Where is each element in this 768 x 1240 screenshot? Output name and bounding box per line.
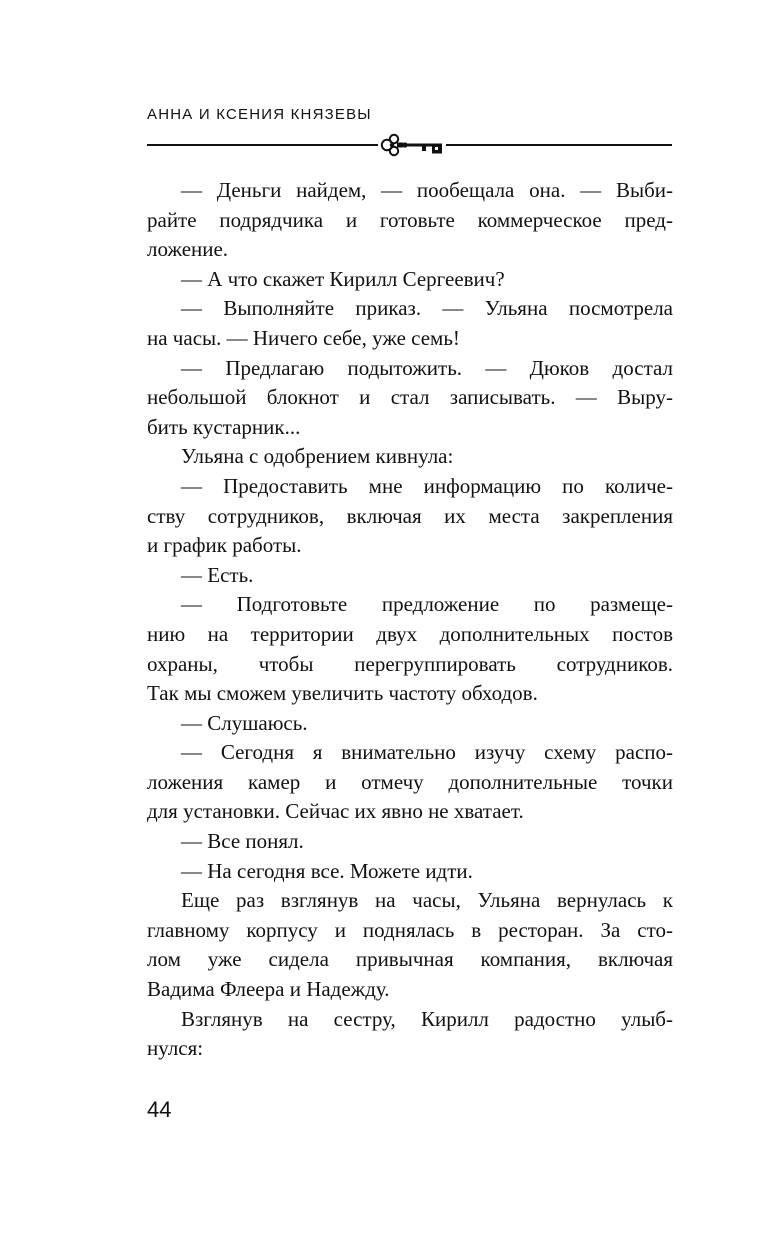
text-line: главному корпусу и поднялась в ресторан. За сто- [147,917,673,942]
text-line: — Подготовьте предложение по размеще- [181,592,673,617]
text-line: — На сегодня все. Можете идти. [181,858,473,883]
header-rule-right [446,144,672,146]
text-line: ложения камер и отмечу дополнительные точки [147,769,673,794]
paragraph [147,738,673,827]
text-line: Взглянув на сестру, Кирилл радостно улыб- [181,1006,673,1031]
page-number: 44 [147,1097,172,1122]
text-line: небольшой блокнот и стал записывать. — Выру- [147,385,673,410]
body-text [147,176,673,1064]
text-line: Ульяна с одобрением кивнула: [181,444,454,469]
header-rule-left [147,144,378,146]
text-line: — Деньги найдем, — пообещала она. — Выби- [181,178,673,202]
paragraph [147,857,673,887]
paragraph [147,472,673,561]
text-line: на часы. — Ничего себе, уже семь! [147,325,460,350]
text-line: Вадима Флеера и Надежду. [147,977,390,1002]
text-line: ложение. [147,237,229,262]
text-line: — Предлагаю подытожить. — Дюков достал [181,355,673,380]
text-line: нулся: [147,1036,204,1061]
text-line: для установки. Сейчас их явно не хватает. [147,799,524,824]
text-line: Еще раз взглянув на часы, Ульяна вернулась к [181,888,673,913]
text-line: Так мы сможем увеличить частоту обходов. [147,681,538,706]
text-line: нию на территории двух дополнительных постов [147,621,673,646]
text-line: — Слушаюсь. [181,710,308,735]
paragraph [147,709,673,739]
text-line: лом уже сидела привычная компания, включая [147,947,673,972]
text-line: ству сотрудников, включая их места закрепления [147,503,673,528]
text-line: — Есть. [181,562,254,587]
paragraph [147,590,673,708]
paragraph [147,1005,673,1064]
paragraph [147,294,673,353]
paragraph [147,265,673,295]
text-line: бить кустарник... [147,414,301,439]
paragraph [147,354,673,443]
paragraph [147,442,673,472]
text-line: — Все понял. [181,829,304,854]
text-line: охраны, чтобы перегруппировать сотрудников. [147,651,673,676]
text-line: — Предоставить мне информацию по количе- [181,473,673,498]
text-line: райте подрядчика и готовьте коммерческое пред- [147,207,673,232]
text-line: — Выполняйте приказ. — Ульяна посмотрела [181,296,673,321]
paragraph [147,827,673,857]
text-line: и график работы. [147,533,302,558]
running-head: АННА И КСЕНИЯ КНЯЗЕВЫ [147,106,372,123]
paragraph [147,176,673,265]
text-line: — А что скажет Кирилл Сергеевич? [181,266,505,291]
paragraph [147,886,673,1004]
text-line: — Сегодня я внимательно изучу схему распо- [181,740,673,765]
key-icon [378,132,448,158]
paragraph [147,561,673,591]
